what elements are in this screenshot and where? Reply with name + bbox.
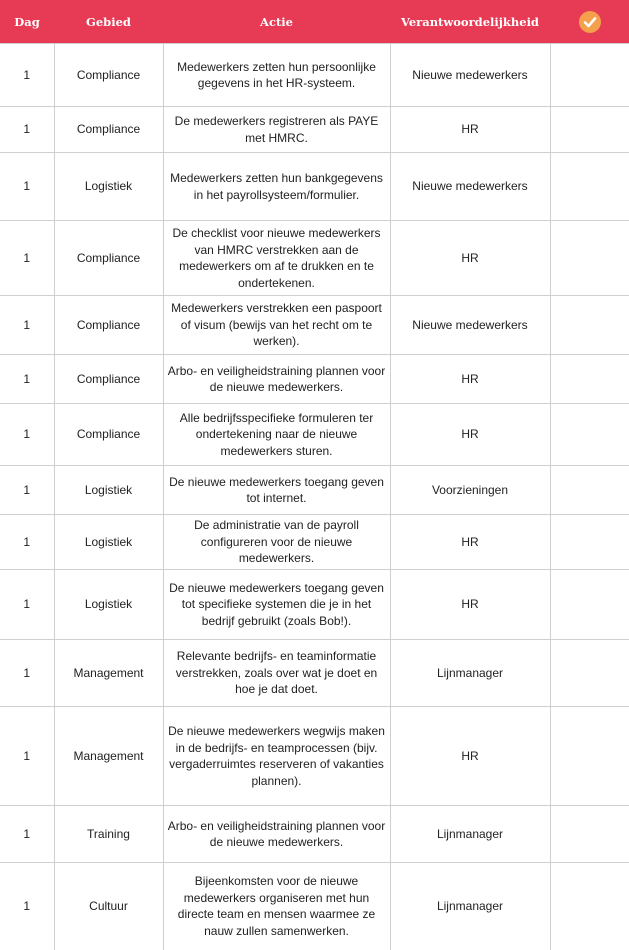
header-responsibility: Verantwoordelijkheid <box>390 0 550 44</box>
cell-area: Compliance <box>54 221 163 296</box>
cell-area: Compliance <box>54 44 163 107</box>
cell-day: 1 <box>0 806 54 863</box>
cell-action: De checklist voor nieuwe medewerkers van HMRC verstrekken aan de medewerkers om af te drukken en te ondertekenen. <box>163 221 390 296</box>
cell-area: Logistiek <box>54 466 163 515</box>
table-body <box>0 44 629 950</box>
table-row <box>0 707 629 806</box>
table-row <box>0 221 629 296</box>
cell-action: De nieuwe medewerkers toegang geven tot internet. <box>163 466 390 515</box>
cell-area: Management <box>54 640 163 707</box>
cell-action: Arbo- en veiligheidstraining plannen voor de nieuwe medewerkers. <box>163 806 390 863</box>
cell-area: Logistiek <box>54 570 163 640</box>
cell-day: 1 <box>0 570 54 640</box>
cell-responsibility: HR <box>390 107 550 153</box>
header-action: Actie <box>163 0 390 44</box>
cell-day: 1 <box>0 153 54 221</box>
cell-responsibility: HR <box>390 570 550 640</box>
cell-responsibility: HR <box>390 221 550 296</box>
cell-action: Arbo- en veiligheidstraining plannen voor de nieuwe medewerkers. <box>163 355 390 404</box>
cell-day: 1 <box>0 296 54 355</box>
cell-responsibility: Nieuwe medewerkers <box>390 44 550 107</box>
cell-responsibility: HR <box>390 707 550 806</box>
table-row <box>0 515 629 570</box>
cell-check[interactable] <box>550 466 629 515</box>
cell-action: De nieuwe medewerkers wegwijs maken in de bedrijfs- en teamprocessen (bijv. vergaderruimtes reserveren of vakanties plannen). <box>163 707 390 806</box>
cell-day: 1 <box>0 355 54 404</box>
cell-action: Bijeenkomsten voor de nieuwe medewerkers organiseren met hun directe team en mensen waarmee ze nauw zullen samenwerken. <box>163 863 390 950</box>
cell-check[interactable] <box>550 640 629 707</box>
cell-check[interactable] <box>550 806 629 863</box>
cell-check[interactable] <box>550 153 629 221</box>
cell-action: De administratie van de payroll configureren voor de nieuwe medewerkers. <box>163 515 390 570</box>
cell-area: Logistiek <box>54 153 163 221</box>
cell-check[interactable] <box>550 570 629 640</box>
cell-area: Compliance <box>54 296 163 355</box>
table-row <box>0 44 629 107</box>
cell-day: 1 <box>0 707 54 806</box>
cell-area: Logistiek <box>54 515 163 570</box>
cell-check[interactable] <box>550 355 629 404</box>
table-row <box>0 107 629 153</box>
cell-check[interactable] <box>550 515 629 570</box>
cell-responsibility: HR <box>390 355 550 404</box>
cell-day: 1 <box>0 404 54 466</box>
cell-area: Management <box>54 707 163 806</box>
cell-area: Compliance <box>54 404 163 466</box>
table-row <box>0 153 629 221</box>
cell-area: Compliance <box>54 355 163 404</box>
header-area: Gebied <box>54 0 163 44</box>
cell-check[interactable] <box>550 404 629 466</box>
table-row <box>0 466 629 515</box>
table-row <box>0 296 629 355</box>
cell-action: Medewerkers zetten hun bankgegevens in het payrollsysteem/formulier. <box>163 153 390 221</box>
cell-action: Alle bedrijfsspecifieke formuleren ter ondertekening naar de nieuwe medewerkers sturen. <box>163 404 390 466</box>
cell-check[interactable] <box>550 296 629 355</box>
cell-day: 1 <box>0 44 54 107</box>
cell-check[interactable] <box>550 221 629 296</box>
cell-area: Cultuur <box>54 863 163 950</box>
cell-action: De nieuwe medewerkers toegang geven tot specifieke systemen die je in het bedrijf gebruikt (zoals Bob!). <box>163 570 390 640</box>
table-header <box>0 0 629 44</box>
cell-responsibility: Nieuwe medewerkers <box>390 296 550 355</box>
cell-day: 1 <box>0 515 54 570</box>
cell-area: Compliance <box>54 107 163 153</box>
cell-check[interactable] <box>550 107 629 153</box>
cell-day: 1 <box>0 640 54 707</box>
cell-day: 1 <box>0 863 54 950</box>
cell-area: Training <box>54 806 163 863</box>
cell-responsibility: Voorzieningen <box>390 466 550 515</box>
cell-action: Medewerkers verstrekken een paspoort of visum (bewijs van het recht om te werken). <box>163 296 390 355</box>
cell-responsibility: Lijnmanager <box>390 640 550 707</box>
cell-check[interactable] <box>550 863 629 950</box>
cell-action: Medewerkers zetten hun persoonlijke gegevens in het HR-systeem. <box>163 44 390 107</box>
cell-responsibility: Lijnmanager <box>390 863 550 950</box>
cell-responsibility: HR <box>390 515 550 570</box>
cell-responsibility: Lijnmanager <box>390 806 550 863</box>
table-row <box>0 863 629 950</box>
check-circle-icon <box>579 11 601 33</box>
table-row <box>0 806 629 863</box>
cell-responsibility: HR <box>390 404 550 466</box>
header-day: Dag <box>0 0 54 44</box>
cell-action: De medewerkers registreren als PAYE met HMRC. <box>163 107 390 153</box>
cell-day: 1 <box>0 466 54 515</box>
table-row <box>0 570 629 640</box>
header-check <box>550 0 629 44</box>
cell-check[interactable] <box>550 707 629 806</box>
cell-check[interactable] <box>550 44 629 107</box>
cell-day: 1 <box>0 107 54 153</box>
table-row <box>0 640 629 707</box>
cell-responsibility: Nieuwe medewerkers <box>390 153 550 221</box>
cell-action: Relevante bedrijfs- en teaminformatie verstrekken, zoals over wat je doet en hoe je dat doet. <box>163 640 390 707</box>
table-row <box>0 355 629 404</box>
cell-day: 1 <box>0 221 54 296</box>
table-row <box>0 404 629 466</box>
